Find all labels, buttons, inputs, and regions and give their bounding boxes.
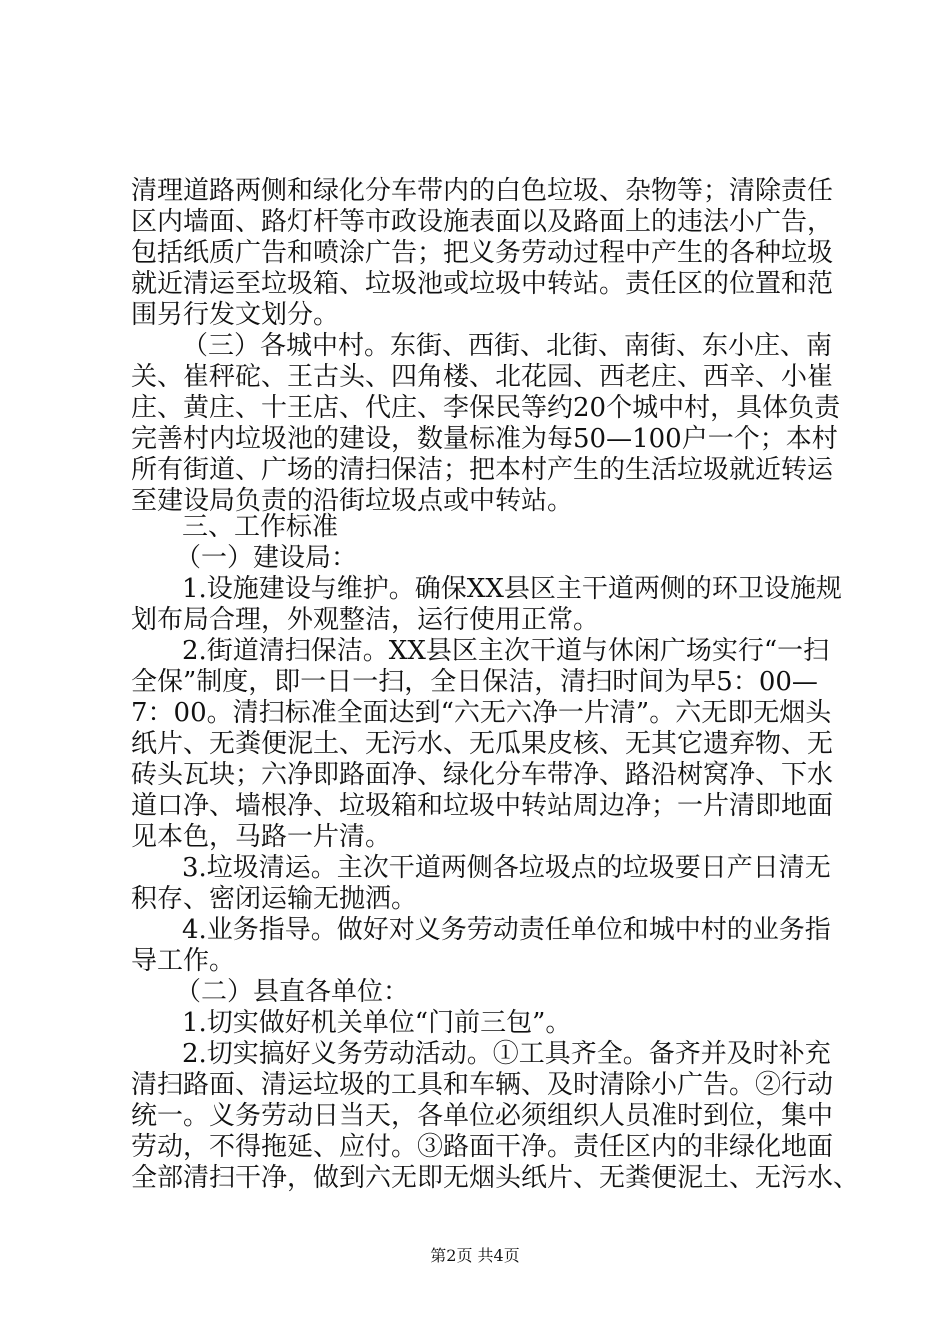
text-line: 2.街道清扫保洁。XX县区主次干道与休闲广场实行“一扫 [182,636,830,666]
text-line: 导工作。 [131,946,236,976]
text-line: 完善村内垃圾池的建设，数量标准为每50—100户一个；本村 [131,424,838,454]
text-line: 积存、密闭运输无抛洒。 [131,884,418,914]
text-line: 道口净、墙根净、垃圾箱和垃圾中转站周边净；一片清即地面 [131,791,834,821]
text-line: 3.垃圾清运。主次干道两侧各垃圾点的垃圾要日产日清无 [182,853,831,883]
text-line: 1.设施建设与维护。确保XX县区主干道两侧的环卫设施规 [182,574,842,604]
section-heading: 三、工作标准 [182,512,339,542]
text-line: 砖头瓦块；六净即路面净、绿化分车带净、路沿树窝净、下水 [131,760,834,790]
text-line: 2.切实搞好义务劳动活动。①工具齐全。备齐并及时补充 [182,1039,831,1069]
text-line: 全部清扫干净，做到六无即无烟头纸片、无粪便泥土、无污水、 [131,1163,860,1193]
text-line: 至建设局负责的沿街垃圾点或中转站。 [131,486,574,516]
page-footer: 第2页 共4页 [430,1246,520,1265]
text-line: 就近清运至垃圾箱、垃圾池或垃圾中转站。责任区的位置和范 [131,269,834,299]
text-line: 劳动，不得拖延、应付。③路面干净。责任区内的非绿化地面 [131,1132,834,1162]
text-line: 关、崔秤砣、王古头、四角楼、北花园、西老庄、西辛、小崔 [131,362,834,392]
text-line: 清扫路面、清运垃圾的工具和车辆、及时清除小广告。②行动 [131,1070,834,1100]
text-line: 4.业务指导。做好对义务劳动责任单位和城中村的业务指 [182,915,831,945]
text-line: 全保”制度，即一日一扫，全日保洁，清扫时间为早5：00— [131,667,818,697]
text-line: 见本色，马路一片清。 [131,822,392,852]
text-line: 1.切实做好机关单位“门前三包”。 [182,1008,572,1038]
text-line: 包括纸质广告和喷涂广告；把义务劳动过程中产生的各种垃圾 [131,238,834,268]
subsection-heading: （一）建设局： [175,543,358,573]
text-line: 7：00。清扫标准全面达到“六无六净一片清”。六无即无烟头 [131,698,832,728]
text-line: 清理道路两侧和绿化分车带内的白色垃圾、杂物等；清除责任 [131,176,834,206]
text-line: （三）各城中村。东街、西街、北街、南街、东小庄、南 [182,331,833,361]
text-line: 围另行发文划分。 [131,300,340,330]
subsection-heading: （二）县直各单位： [175,977,410,1007]
text-line: 庄、黄庄、十王店、代庄、李保民等约20个城中村，具体负责 [131,393,841,423]
text-line: 划布局合理，外观整洁，运行使用正常。 [131,605,600,635]
text-line: 所有街道、广场的清扫保洁；把本村产生的生活垃圾就近转运 [131,455,834,485]
text-line: 纸片、无粪便泥土、无污水、无瓜果皮核、无其它遗弃物、无 [131,729,834,759]
text-line: 统一。义务劳动日当天，各单位必须组织人员准时到位，集中 [131,1101,834,1131]
text-line: 区内墙面、路灯杆等市政设施表面以及路面上的违法小广告， [131,207,834,237]
